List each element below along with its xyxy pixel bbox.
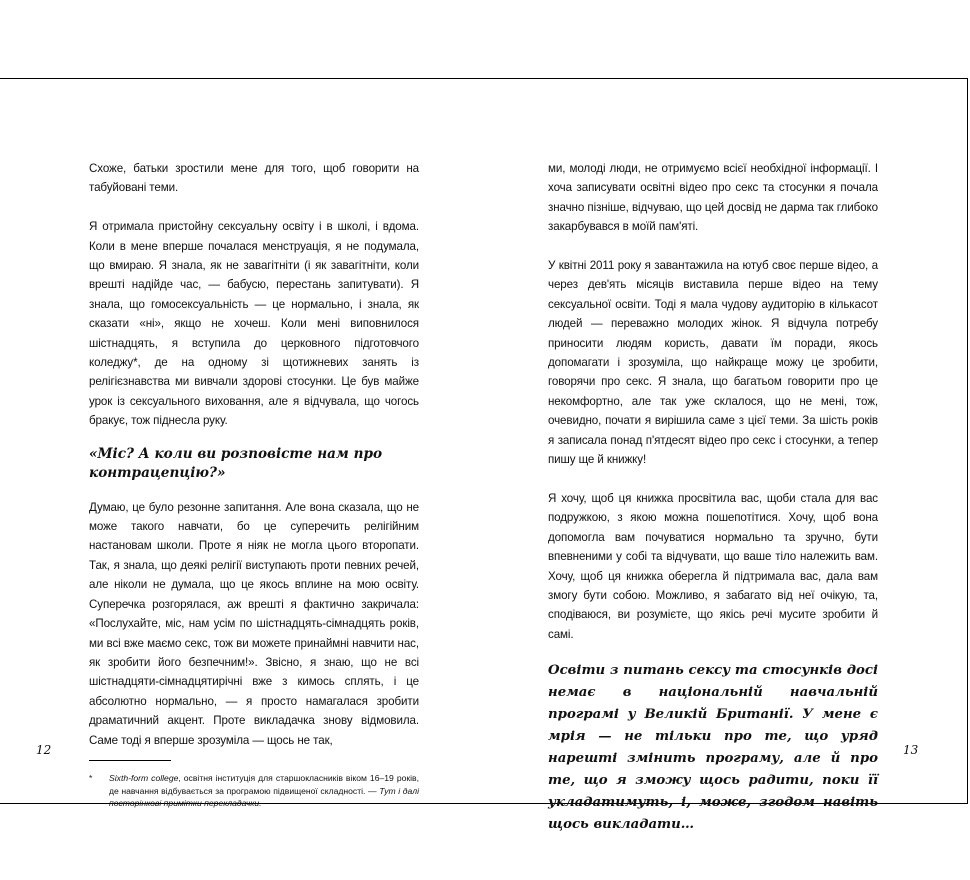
footnote [89,772,419,810]
page-number-left: 12 [36,743,52,757]
paragraph: Схоже, батьки зростили мене для того, щоб говорити на табуйовані теми. [89,162,419,195]
page-number-right: 13 [903,743,919,757]
paragraph: Я отримала пристойну сексуальну освіту і в школі, і вдома. Коли в мене вперше почалася менструація, я не подумала, що вмираю. Я знала, як не завагітніти (і як завагітніти, коли врешті надійде час, — бабусю, перестань запитувати). Я знала, що гомосексуальність — це нормально, і знала, як сказати «ні», якщо не хочеш. Коли мені виповнилося шістнадцять, я вступила до церковного підготовчого коледжу*, де на одному зі щотижневих занять із релігієзнавства ми вивчали здорові стосунки. Це був майже урок із сексуального виховання, але я відчувала, що чогось бракує, тож піднесла руку. [89,220,419,428]
paragraph: Думаю, це було резонне запитання. Але вона сказала, що не може такого навчати, бо це суперечить релігійним настановам школи. Проте я ніяк не могла цього второпати. Так, я знала, що деякі релігії виступають проти певних речей, але ніколи не думала, що це якось вплине на мою освіту. Суперечка розгорялася, аж врешті я фактично закричала: «Послухайте, міс, нам усім по шістнадцять-сімнадцять років, ми всі вже маємо секс, тож ви можете принаймні навчити нас, як зробити його безпечним!». Звісно, я знаю, що не всі шістнадцяти-сімнадцятирічні вже з кимось сплять, і це абсолютно нормально, — я просто намагалася зробити драматичний акцент. Проте викладачка знову відмовила. Саме тоді я вперше зрозуміла — щось не так, [89,500,419,747]
paragraph: У квітні 2011 року я завантажила на ютуб своє перше відео, а через дев'ять місяців виставила перше відео на тему сексуальної освіти. Тоді я мала чудову аудиторію в кількасот людей — переважно молодих жінок. Я відчула потребу приносити людям користь, давати їм поради, якось допомагати і зрозуміла, що найкраще можу це зробити, говорячи про секс. Я знала, що багатьом говорити про це некомфортно, але так уже склалося, що не мені, тож, очевидно, почати я вирішила саме з цієї теми. За шість років я записала понад п'ятдесят відео про секс і стосунки, а тепер пишу ще й книжку! [548,259,878,467]
paragraph: ми, молоді люди, не отримуємо всієї необхідної інформації. І хоча записувати освітні відео про секс та стосунки я почала значно пізніше, відчуваю, що цей досвід не дарма так глибоко закарбувався в моїй пам'яті. [548,162,878,234]
footnote-note: Тут і далі посторінкові примітки перекладачки. [109,785,419,809]
footnote-mark: * [89,772,93,783]
right-page [484,79,968,833]
footnote-text [109,772,419,810]
footnote-rule [89,760,171,761]
subheading-quote: «Міс? А коли ви розповісте нам про контрацепцію?» [89,445,383,482]
right-text-column [548,159,878,836]
footnote-body: , освітня інституція для старшокласників віком 16–19 років, де навчання відбувається за програмою підвищеної складності. — [109,772,419,796]
book-spread [0,78,968,833]
left-text-column [89,159,419,810]
paragraph: Я хочу, щоб ця книжка просвітила вас, щоби стала для вас подружкою, з якою можна пошепотітися. Хочу, щоб вона допомогла вам почуватися нормально та зручно, бути впевненими у собі та відчувати, що ваше тіло належить вам. Хочу, щоб ця книжка оберегла й підтримала вас, дала вам змогу бути собою. Можливо, я забагато від неї очікую, та, сподіваюся, ви розумієте, що якісь речі мусите зробити й самі. [548,491,878,641]
left-page [0,79,484,809]
pull-quote: Освіти з питань сексу та стосунків досі немає в національній навчальній програмі у Великій Британії. У мене є мрія — не тільки про те, що уряд нарешті змінить програму, але й про те, що я зможу щось радити, поки її укладатимуть, і, може, згодом навіть щось викладати… [548,663,878,833]
footnote-term: Sixth-form college [109,772,179,783]
